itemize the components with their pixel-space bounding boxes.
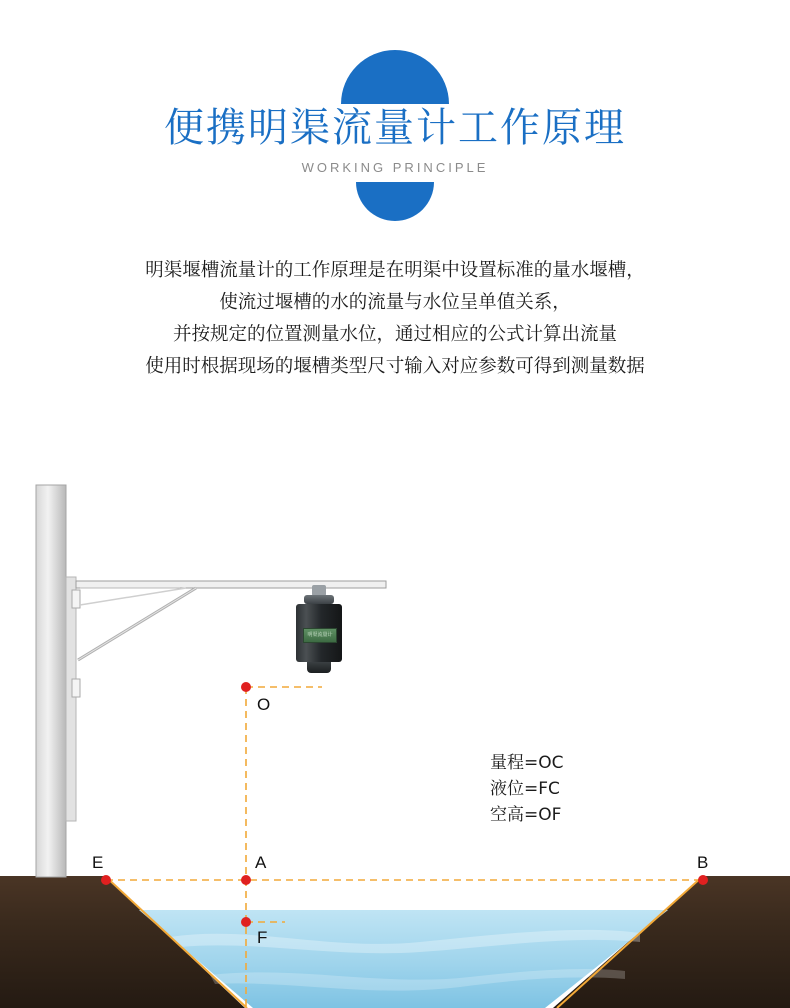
intro-line-2: 使流过堰槽的水的流量与水位呈单值关系， — [219, 292, 571, 313]
diagram-legend — [490, 750, 564, 828]
legend-airgap: 空高=OF — [490, 805, 562, 825]
mounting-pole — [36, 485, 80, 877]
intro-paragraph — [0, 255, 790, 383]
page-subtitle: WORKING PRINCIPLE — [301, 160, 489, 175]
working-principle-diagram — [0, 455, 790, 1008]
sensor-body — [296, 604, 342, 662]
page-header — [0, 0, 790, 240]
sensor-nameplate: 明渠流量计 — [303, 628, 337, 643]
diagram-canvas — [0, 455, 790, 1008]
legend-level: 液位=FC — [490, 779, 560, 799]
page-title: 便携明渠流量计工作原理 — [164, 105, 626, 151]
sensor-neck — [304, 595, 334, 604]
point-label-b: B — [697, 853, 709, 872]
intro-line-4: 使用时根据现场的堰槽类型尺寸输入对应参数可得到测量数据 — [145, 356, 645, 377]
point-label-f: F — [257, 928, 268, 947]
decor-fan-bottom-icon — [356, 182, 434, 221]
intro-line-1: 明渠堰槽流量计的工作原理是在明渠中设置标准的量水堰槽， — [145, 260, 645, 281]
support-brace — [78, 588, 196, 660]
legend-range: 量程=OC — [490, 753, 564, 773]
intro-line-3: 并按规定的位置测量水位，通过相应的公式计算出流量 — [172, 324, 617, 345]
point-label-o: O — [257, 695, 271, 714]
point-f-marker — [241, 917, 251, 927]
point-label-e: E — [92, 853, 104, 872]
point-a-marker — [241, 875, 251, 885]
point-o-marker — [241, 682, 251, 692]
point-e-marker — [101, 875, 111, 885]
point-label-a: A — [255, 853, 267, 872]
sensor-base — [307, 662, 331, 673]
flow-meter-sensor — [296, 595, 342, 675]
support-arm — [76, 581, 386, 588]
point-b-marker — [698, 875, 708, 885]
